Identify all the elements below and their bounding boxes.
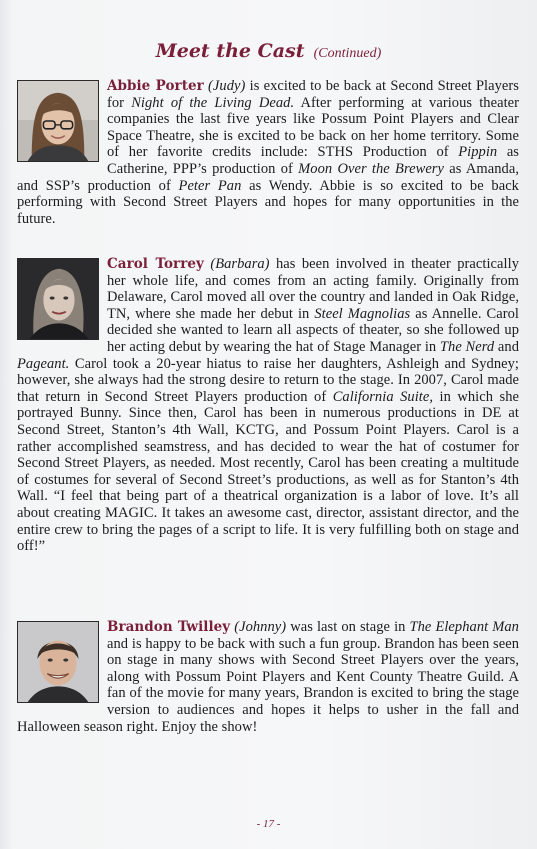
show-title: The Nerd bbox=[439, 338, 495, 355]
cast-name: Carol Torrey bbox=[107, 256, 204, 272]
show-title: Peter Pan bbox=[178, 177, 242, 194]
bio-text: as Wendy. Abbie is so excited to be back performing with Second Street Players and hopes for many opportunities in the future. bbox=[17, 177, 519, 227]
headshot-photo-icon bbox=[18, 81, 98, 161]
show-title: Moon Over the Brewery bbox=[298, 160, 444, 177]
bio-text: Carol took a 20-year hiatus to raise her daughters, Ashleigh and Sydney; however, she always had the strong desire to return to the stage. In 2007, Carol made that return in Second Street Players production of bbox=[17, 355, 519, 405]
bio-text: After performing at various theater companies the last five years like Possum Point Players and Clear Space Theatre, she is excited to be back on her home territory. Some of her favorite credits include: STHS Production of bbox=[107, 94, 520, 161]
bio-text: as Amanda, and SSP’s production of bbox=[17, 160, 519, 194]
headshot-photo-icon bbox=[18, 259, 98, 339]
cast-bio-abbie-porter bbox=[17, 78, 519, 227]
bio-text: in which she portrayed Bunny. Since then, Carol has been in numerous productions in DE at Second Street, Stanton’s 4th Wall, KCTG, and Possum Point Players. Carol is a rather accomplished seamstress, and has decided to wear the hat of costumer for Second Street Players, as needed. Most recently, Carol has been creating a multitude of costumes for several of Second Street’s productions, as well as for Stanton’s 4th Wall. “I feel that being part of a theatrical organization is a labor of love. It’s all about creating MAGIC. It takes an awesome cast, director, assistant director, and the entire crew to bring the pages of a script to life. It is very fulfilling both on stage and off!” bbox=[17, 388, 519, 555]
bio-text: is excited to be back at Second Street Players for bbox=[107, 78, 519, 111]
cast-name: Abbie Porter bbox=[107, 78, 204, 94]
headshot-carol-torrey bbox=[17, 258, 99, 340]
bio-text: was last on stage in bbox=[286, 619, 410, 635]
show-title: Steel Magnolias bbox=[314, 305, 411, 322]
show-title: Pippin bbox=[458, 144, 498, 161]
cast-role: (Johnny) bbox=[234, 619, 287, 635]
bio-text: as Catherine, PPP’s production of bbox=[107, 144, 520, 177]
section-subtitle: (Continued) bbox=[313, 46, 382, 61]
headshot-photo-icon bbox=[18, 622, 98, 702]
bio-text: and bbox=[494, 338, 519, 355]
section-heading bbox=[0, 40, 537, 62]
bio-text: as Annelle. Carol decided she wanted to learn all aspects of theater, so she followed up her acting debut by wearing the hat of Stage Manager in bbox=[107, 305, 519, 355]
page-number: - 17 - bbox=[256, 818, 281, 830]
show-title: Pageant. bbox=[17, 355, 70, 372]
cast-name: Brandon Twilley bbox=[107, 619, 231, 635]
cast-role: (Barbara) bbox=[210, 256, 270, 272]
cast-role: (Judy) bbox=[208, 78, 246, 94]
cast-bio-brandon-twilley bbox=[17, 619, 519, 735]
show-title: Night of the Living Dead. bbox=[131, 94, 295, 111]
section-title: Meet the Cast bbox=[155, 40, 305, 62]
bio-text: has been involved in theater practically her whole life, and comes from an acting family. Originally from Delaware, Carol moved all over the country and landed in Oak Ridge, TN, where she made her debut in bbox=[107, 256, 519, 322]
show-title: California Suite, bbox=[332, 388, 434, 405]
headshot-brandon-twilley bbox=[17, 621, 99, 703]
headshot-abbie-porter bbox=[17, 80, 99, 162]
show-title: The Elephant Man bbox=[409, 619, 519, 635]
bio-text: and is happy to be back with such a fun group. Brandon has been seen on stage in many shows with Second Street Players over the years, along with Possum Point Players and Kent County Theatre Guild. A fan of the movie for many years, Brandon is excited to bring the stage version to audiences and hopes it helps to usher in the fall and Halloween season right. Enjoy the show! bbox=[17, 635, 519, 735]
cast-bio-carol-torrey bbox=[17, 256, 519, 555]
